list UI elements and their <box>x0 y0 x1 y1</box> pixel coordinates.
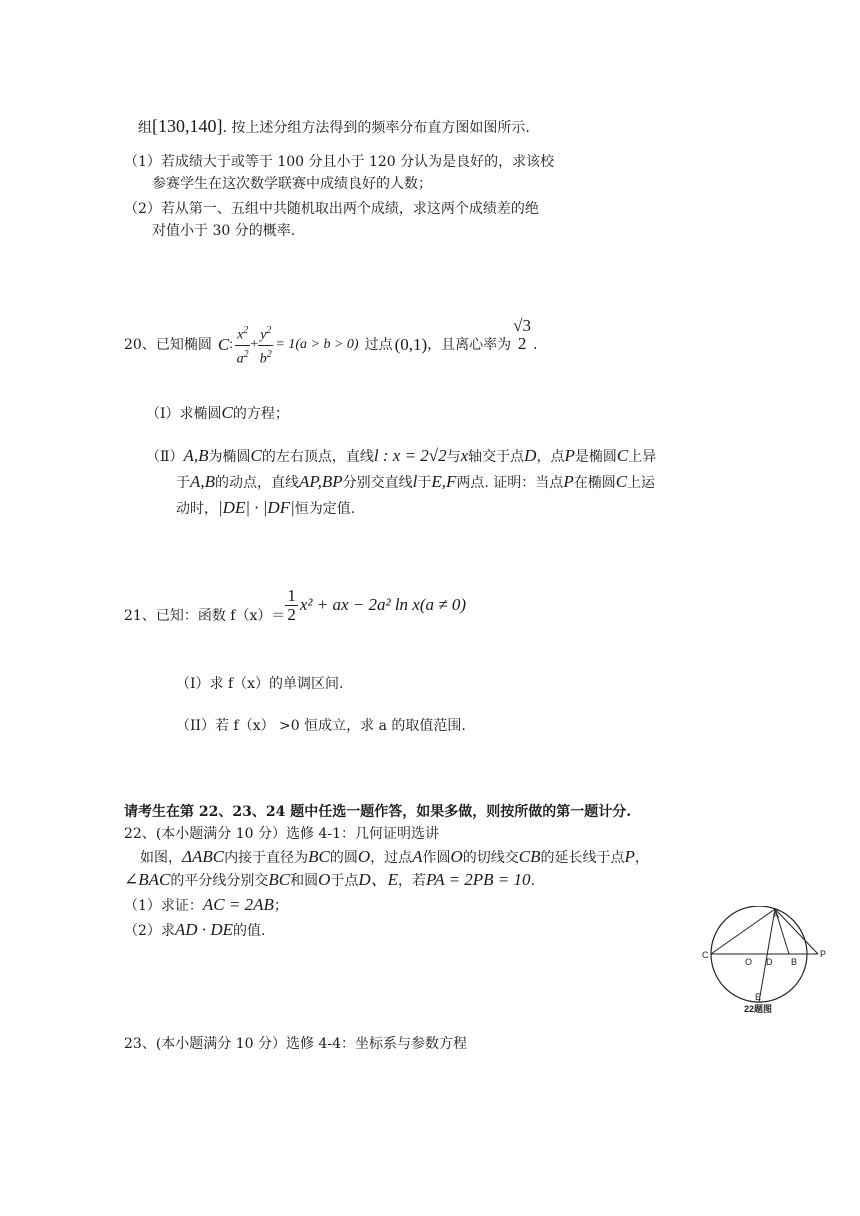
text: ； <box>273 898 288 914</box>
segment-ca <box>711 909 775 954</box>
q22-line1 <box>140 847 649 868</box>
q22-part2 <box>124 920 265 941</box>
point-d: D <box>524 446 537 465</box>
point-p: P <box>563 472 574 491</box>
point-p: P <box>624 847 635 866</box>
text: 的圆 <box>329 850 358 866</box>
label-o: O <box>745 957 753 967</box>
text: （1）求证： <box>124 898 203 914</box>
text: 上运 <box>627 475 656 491</box>
circle-diagram <box>700 906 840 1016</box>
line-equation: l : x = 2√2 <box>373 446 447 465</box>
text: 的延长线于点 <box>540 850 625 866</box>
q23-header: 23、(本小题满分 10 分）选修 4-4：坐标系与参数方程 <box>124 1036 467 1052</box>
angle-bac: ∠BAC <box>124 870 171 889</box>
label-c: C <box>702 950 709 960</box>
q21-part1: （I）求 f（x）的单调区间. <box>176 676 344 692</box>
q20-part1-prefix: （Ⅰ）求椭圆 <box>146 406 222 422</box>
text: ，过点 <box>370 850 413 866</box>
x2-over-a2: $\frac{x^2}{a^2}$ <box>235 322 250 368</box>
group-prefix: 组 <box>138 120 152 136</box>
label-d: D <box>766 957 773 967</box>
interval-label: [130,140] <box>152 116 223 136</box>
text: 于 <box>417 475 432 491</box>
q20-part1-suffix: 的方程； <box>232 406 289 422</box>
ad-de-product: AD · DE <box>174 920 233 939</box>
points-ab: A,B <box>190 472 216 491</box>
text: 分别交直线 <box>342 475 413 491</box>
text: . <box>530 873 535 889</box>
ecc-denominator: 2 <box>517 334 527 354</box>
q19-part1-line2: 参赛学生在这次数学联赛中成绩良好的人数； <box>152 176 432 192</box>
q20-part2-line1 <box>146 446 656 467</box>
text: ，点 <box>536 449 565 465</box>
text: 作圆 <box>422 850 451 866</box>
segment-cb: CB <box>518 847 541 866</box>
text: 如图， <box>140 850 182 866</box>
label-b: B <box>791 957 798 967</box>
ellipse-condition: = 1(a > b > 0) <box>275 337 359 353</box>
text: 的切线交 <box>462 850 519 866</box>
text: 于 <box>176 475 190 491</box>
pa-pb-equation: PA = 2PB = 10 <box>426 870 531 889</box>
group-interval-line <box>138 116 530 138</box>
ellipse-name: C <box>616 446 629 465</box>
selection-note: 请考生在第 22、23、24 题中任选一题作答，如果多做，则按所做的第一题计分. <box>124 804 632 820</box>
q22-line2 <box>124 870 535 891</box>
q20-part1 <box>146 403 289 424</box>
q20-period: . <box>533 337 538 354</box>
q21-part2: （II）若 f（x） >0 恒成立，求 a 的取值范围. <box>176 718 466 734</box>
text: 在椭圆 <box>573 475 616 491</box>
ellipse-name: C <box>217 335 230 355</box>
q22-header: 22、(本小题满分 10 分）选修 4-1：几何证明选讲 <box>124 826 439 842</box>
label-p: P <box>820 949 827 959</box>
text: 内接于直径为 <box>224 850 309 866</box>
text: 为椭圆 <box>208 449 251 465</box>
point-p: P <box>564 446 575 465</box>
histogram-description: . 按上述分组方法得到的频率分布直方图如图所示. <box>222 120 530 136</box>
points-de: D、E <box>358 870 399 889</box>
q20-statement: 20、已知椭圆 C : $\frac{x^2}{a^2}$ + $\frac{y^2}{b^2}$ = 1(a > b > 0) 过点 (0,1) ，且离心率为 √3 2 . <box>124 316 538 367</box>
label-a: A <box>773 910 780 920</box>
text: 与 <box>446 449 461 465</box>
x-axis-var: x <box>460 446 469 465</box>
text: ，若 <box>398 873 427 889</box>
ellipse-name: C <box>221 403 233 422</box>
triangle-abc: ΔABC <box>182 847 225 866</box>
ellipse-name: C <box>250 446 262 465</box>
q21-number: 21、已知：函数 f（x）＝ <box>124 608 286 624</box>
text: 上异 <box>628 449 657 465</box>
ac-equation: AC = 2AB <box>202 895 274 914</box>
segment-bc: BC <box>268 870 291 889</box>
text: （2）求 <box>124 923 175 939</box>
circle-o: O <box>357 847 371 866</box>
q20-part2-line3 <box>176 498 355 519</box>
q20-part2-line2 <box>176 472 655 493</box>
figure-caption: 22题图 <box>744 1004 773 1014</box>
point-label: (0,1) <box>394 335 428 355</box>
y2-over-b2: $\frac{y^2}{b^2}$ <box>258 322 273 368</box>
text: 两点. 证明：当点 <box>456 475 564 491</box>
tangent-ap <box>775 909 818 954</box>
q20-number: 20、已知椭圆 <box>124 337 212 354</box>
q20-part2-prefix: （Ⅱ） <box>146 449 184 465</box>
text: 动时， <box>176 501 218 517</box>
de-df-product: |DE| · |DF| <box>218 498 295 517</box>
q19-part2-line1: （2）若从第一、五组中共随机取出两个成绩，求这两个成绩差的绝 <box>124 201 539 217</box>
text: 的动点，直线 <box>215 475 300 491</box>
point-a: A <box>412 847 423 866</box>
points-ab: A,B <box>183 446 209 465</box>
text: 和圆 <box>290 873 319 889</box>
q21-statement <box>124 585 466 638</box>
ecc-numerator: √3 <box>513 316 531 336</box>
text: ， <box>634 850 649 866</box>
segment-bc: BC <box>308 847 330 866</box>
half-fraction <box>285 587 298 624</box>
circle-o: O <box>450 847 463 866</box>
text: 于点 <box>330 873 359 889</box>
q22-part1 <box>124 895 288 916</box>
frac-den: 2 <box>287 604 296 624</box>
bisector-ae <box>759 909 775 1002</box>
ellipse-name: C <box>615 472 628 491</box>
points-ef: E,F <box>431 472 457 491</box>
line-l: l <box>412 472 418 491</box>
text: 是椭圆 <box>574 449 617 465</box>
q19-part2-line2: 对值小于 30 分的概率. <box>152 223 296 239</box>
text: 恒为定值. <box>294 501 356 517</box>
passes-through-label: 过点 <box>364 337 393 354</box>
label-e: E <box>755 992 762 1002</box>
eccentricity-label: ，且离心率为 <box>427 337 512 354</box>
text: 的左右顶点，直线 <box>261 449 374 465</box>
function-expression: x² + ax − 2a² ln x(a ≠ 0) <box>299 595 466 614</box>
frac-num: 1 <box>287 585 296 605</box>
lines-ap-bp: AP,BP <box>299 472 343 491</box>
text: 的值. <box>233 923 266 939</box>
text: 的平分线分别交 <box>170 873 269 889</box>
text: 轴交于点 <box>468 449 525 465</box>
eccentricity-value <box>511 317 533 353</box>
circle-o: O <box>318 870 331 889</box>
q19-part1-line1: （1）若成绩大于或等于 100 分且小于 120 分认为是良好的，求该校 <box>124 154 555 170</box>
